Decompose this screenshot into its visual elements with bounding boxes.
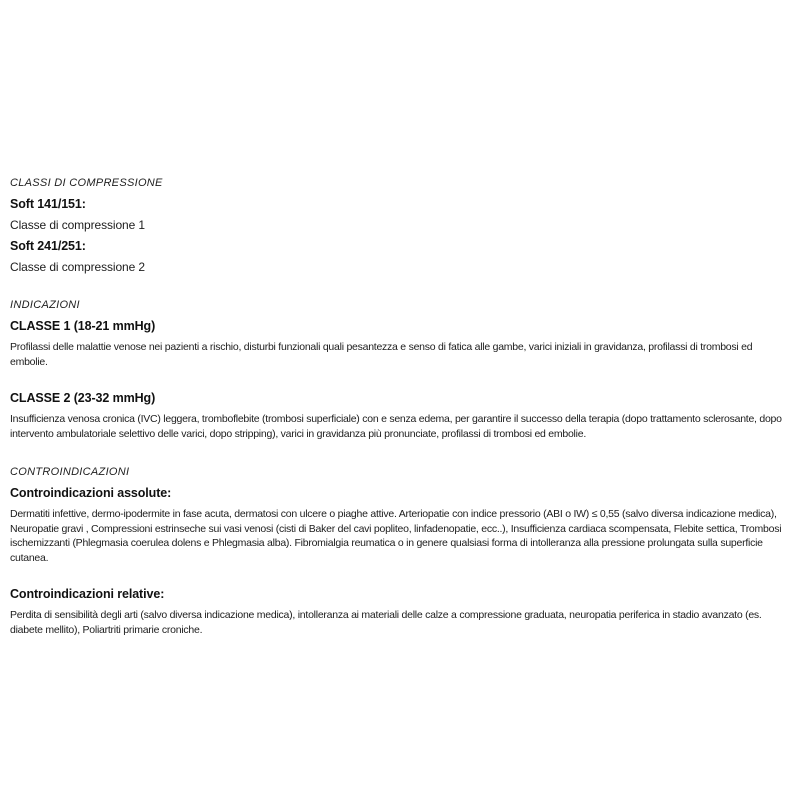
variant-value-soft-241-251: Classe di compressione 2 [10, 260, 145, 274]
section-heading-indicazioni: INDICAZIONI [10, 299, 80, 311]
section-heading-classi-di-compressione: CLASSI DI COMPRESSIONE [10, 177, 163, 189]
variant-label-soft-141-151: Soft 141/151: [10, 197, 86, 211]
variant-value-soft-141-151: Classe di compressione 1 [10, 218, 145, 232]
entry-label-classe-1: CLASSE 1 (18-21 mmHg) [10, 319, 156, 333]
section-heading-controindicazioni: CONTROINDICAZIONI [10, 466, 130, 478]
entry-body-controindicazioni-relative: Perdita di sensibilità degli arti (salvo diversa indicazione medica), intolleranza ai materiali delle calze a compressione graduata, neuropatia periferica in stadio avanzato (es. diabete mellito), Poliartriti primarie croniche. [10, 609, 762, 636]
product-info-document [10, 177, 792, 662]
entry-label-controindicazioni-assolute: Controindicazioni assolute: [10, 486, 172, 500]
entry-body-classe-2: Insufficienza venosa cronica (IVC) leggera, tromboflebite (trombosi superficiale) con e senza edema, per garantire il successo della terapia (dopo trattamento sclerosante, dopo intervento ambulatoriale selettivo delle varici, dopo stripping), varici in gravidanza più pronunciate, profilassi di trombosi ed embolie. [10, 413, 782, 440]
section-classi-di-compressione [10, 177, 792, 274]
entry-label-classe-2: CLASSE 2 (23-32 mmHg) [10, 391, 156, 405]
section-controindicazioni [10, 466, 792, 637]
section-indicazioni [10, 299, 792, 441]
variant-label-soft-241-251: Soft 241/251: [10, 239, 86, 253]
entry-body-controindicazioni-assolute: Dermatiti infettive, dermo-ipodermite in fase acuta, dermatosi con ulcere o piaghe attive. Arteriopatie con indice pressorio (ABI o IW) ≤ 0,55 (salvo diversa indicazione medica), Neuropatie gravi , Compressioni estrinseche sui vasi venosi (cisti di Baker del cavi popliteo, linfadenopatie, ecc..), Insufficienza cardiaca scompensata, Flebite settica, Trombosi ischemizzanti (Phlegmasia coerulea dolens e Phlegmasia alba). Fibromialgia reumatica o in genere qualsiasi forma di intolleranza alla pressione prolungata sulla superficie cutanea. [10, 508, 782, 564]
entry-body-classe-1: Profilassi delle malattie venose nei pazienti a rischio, disturbi funzionali quali pesantezza e senso di fatica alle gambe, varici iniziali in gravidanza, profilassi di trombosi ed embolie. [10, 341, 753, 368]
entry-label-controindicazioni-relative: Controindicazioni relative: [10, 587, 165, 601]
